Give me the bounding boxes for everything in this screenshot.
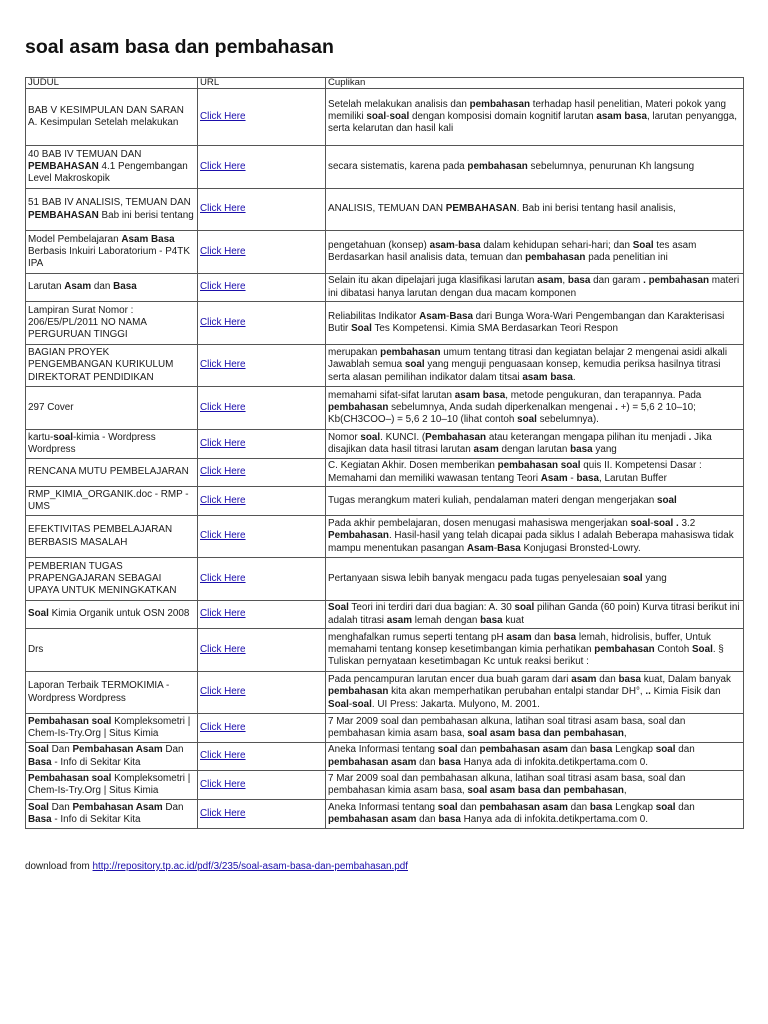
- row-url-cell: [198, 274, 326, 302]
- download-link[interactable]: http://repository.tp.ac.id/pdf/3/235/soal-asam-basa-dan-pembahasan.pdf: [92, 861, 408, 872]
- row-snippet: 7 Mar 2009 soal dan pembahasan alkuna, latihan soal titrasi asam basa, soal dan pembahasan kimia asam basa, soal asam basa dan pembahasan,: [326, 771, 744, 800]
- row-title: Soal Kimia Organik untuk OSN 2008: [26, 601, 198, 629]
- row-title: 51 BAB IV ANALISIS, TEMUAN DAN PEMBAHASAN Bab ini berisi tentang: [26, 189, 198, 231]
- click-here-link[interactable]: Click Here: [200, 807, 246, 819]
- table-row: [26, 800, 744, 829]
- row-snippet: Pertanyaan siswa lebih banyak mengacu pada tugas penyelesaian soal yang: [326, 558, 744, 601]
- row-title: Pembahasan soal Kompleksometri | Chem-Is-Try.Org | Situs Kimia: [26, 771, 198, 800]
- table-row: [26, 146, 744, 189]
- row-snippet: Aneka Informasi tentang soal dan pembahasan asam dan basa Lengkap soal dan pembahasan asam dan basa Hanya ada di infokita.detikpertama.com 0.: [326, 743, 744, 771]
- click-here-link[interactable]: Click Here: [200, 686, 246, 698]
- click-here-link[interactable]: Click Here: [200, 281, 246, 293]
- row-title: BAB V KESIMPULAN DAN SARAN A. Kesimpulan Setelah melakukan: [26, 89, 198, 146]
- row-snippet: Pada pencampuran larutan encer dua buah garam dari asam dan basa kuat, Dalam banyak pembahasan kita akan memperhatikan perubahan entalpi standar DH°, .. Kimia Fisik dan Soal-soal. UI Press: Jakarta. Mulyono, M. 2001.: [326, 672, 744, 714]
- click-here-link[interactable]: Click Here: [200, 245, 246, 257]
- row-snippet: memahami sifat-sifat larutan asam basa, metode pengukuran, dan terapannya. Pada pembahasan sebelumnya, Anda sudah diperkenalkan mengenai . +) = 5,6 2 10–10; Kb(CH3COO–) = 5,6 2 10–10 (lihat contoh soal sebelumnya).: [326, 387, 744, 430]
- row-title: Model Pembelajaran Asam Basa Berbasis Inkuiri Laboratorium - P4TK IPA: [26, 231, 198, 274]
- column-header-cuplikan: Cuplikan: [326, 78, 744, 89]
- table-row: [26, 629, 744, 672]
- row-title: Larutan Asam dan Basa: [26, 274, 198, 302]
- click-here-link[interactable]: Click Here: [200, 316, 246, 328]
- row-url-cell: [198, 714, 326, 743]
- column-header-url: URL: [198, 78, 326, 89]
- row-title: Laporan Terbaik TERMOKIMIA - Wordpress Wordpress: [26, 672, 198, 714]
- click-here-link[interactable]: Click Here: [200, 160, 246, 172]
- click-here-link[interactable]: Click Here: [200, 466, 246, 478]
- row-url-cell: [198, 516, 326, 558]
- row-snippet: pengetahuan (konsep) asam-basa dalam kehidupan sehari-hari; dan Soal tes asam Berdasarkan hasil analisis data, temuan dan pembahasan pada penelitian ini: [326, 231, 744, 274]
- table-body: [26, 89, 744, 829]
- page-title: soal asam basa dan pembahasan: [25, 36, 334, 58]
- row-snippet: ANALISIS, TEMUAN DAN PEMBAHASAN. Bab ini berisi tentang hasil analisis,: [326, 189, 744, 231]
- row-title: EFEKTIVITAS PEMBELAJARAN BERBASIS MASALAH: [26, 516, 198, 558]
- row-title: 297 Cover: [26, 387, 198, 430]
- click-here-link[interactable]: Click Here: [200, 110, 246, 122]
- row-snippet: Nomor soal. KUNCI. (Pembahasan atau keterangan mengapa pilihan itu menjadi . Jika disajikan data hasil titrasi larutan asam dengan larutan basa yang: [326, 430, 744, 459]
- table-row: [26, 672, 744, 714]
- row-title: RMP_KIMIA_ORGANIK.doc - RMP - UMS: [26, 487, 198, 516]
- row-url-cell: [198, 146, 326, 189]
- row-title: BAGIAN PROYEK PENGEMBANGAN KURIKULUM DIREKTORAT PENDIDIKAN: [26, 345, 198, 387]
- row-snippet: merupakan pembahasan umum tentang titrasi dan kegiatan belajar 2 mengenai asidi alkali Jawablah semua soal yang menguji penguasaan konsep, kemudia periksa hasilnya titrasi serta alasan pemilihan indikator dalam titsai asam basa.: [326, 345, 744, 387]
- row-url-cell: [198, 189, 326, 231]
- click-here-link[interactable]: Click Here: [200, 643, 246, 655]
- row-snippet: 7 Mar 2009 soal dan pembahasan alkuna, latihan soal titrasi asam basa, soal dan pembahasan kimia asam basa, soal asam basa dan pembahasan,: [326, 714, 744, 743]
- row-url-cell: [198, 629, 326, 672]
- row-title: PEMBERIAN TUGAS PRAPENGAJARAN SEBAGAI UPAYA UNTUK MENINGKATKAN: [26, 558, 198, 601]
- row-title: Lampiran Surat Nomor : 206/E5/PL/2011 NO NAMA PERGURUAN TINGGI: [26, 302, 198, 345]
- click-here-link[interactable]: Click Here: [200, 572, 246, 584]
- table-row: [26, 459, 744, 487]
- table-row: [26, 487, 744, 516]
- table-row: [26, 601, 744, 629]
- row-snippet: secara sistematis, karena pada pembahasan sebelumnya, penurunan Kh langsung: [326, 146, 744, 189]
- row-url-cell: [198, 487, 326, 516]
- click-here-link[interactable]: Click Here: [200, 494, 246, 506]
- row-snippet: Soal Teori ini terdiri dari dua bagian: A. 30 soal pilihan Ganda (60 poin) Kurva titrasi berikut ini adalah titrasi asam lemah dengan basa kuat: [326, 601, 744, 629]
- row-url-cell: [198, 601, 326, 629]
- row-url-cell: [198, 558, 326, 601]
- row-title: Soal Dan Pembahasan Asam Dan Basa - Info di Sekitar Kita: [26, 800, 198, 829]
- table-row: [26, 345, 744, 387]
- table-row: [26, 89, 744, 146]
- click-here-link[interactable]: Click Here: [200, 359, 246, 371]
- row-snippet: C. Kegiatan Akhir. Dosen memberikan pembahasan soal quis II. Kompetensi Dasar : Memahami dan memiliki wawasan tentang Teori Asam - basa, Larutan Buffer: [326, 459, 744, 487]
- table-row: [26, 231, 744, 274]
- click-here-link[interactable]: Click Here: [200, 437, 246, 449]
- click-here-link[interactable]: Click Here: [200, 750, 246, 762]
- row-url-cell: [198, 387, 326, 430]
- table-row: [26, 274, 744, 302]
- row-snippet: Pada akhir pembelajaran, dosen menugasi mahasiswa mengerjakan soal-soal . 3.2 Pembahasan. Hasil-hasil yang telah dicapai pada siklus I adalah Beberapa mahasiswa tidak mampu menentukan pasangan Asam-Basa Konjugasi Bronsted-Lowry.: [326, 516, 744, 558]
- row-snippet: Reliabilitas Indikator Asam-Basa dari Bunga Wora-Wari Pengembangan dan Karakterisasi Butir Soal Tes Kompetensi. Kimia SMA Berdasarkan Teori Respon: [326, 302, 744, 345]
- row-snippet: Selain itu akan dipelajari juga klasifikasi larutan asam, basa dan garam . pembahasan materi ini dibatasi hanya larutan dengan dua macam komponen: [326, 274, 744, 302]
- row-snippet: Tugas merangkum materi kuliah, pendalaman materi dengan mengerjakan soal: [326, 487, 744, 516]
- table-row: [26, 714, 744, 743]
- click-here-link[interactable]: Click Here: [200, 203, 246, 215]
- table-row: [26, 743, 744, 771]
- row-snippet: menghafalkan rumus seperti tentang pH asam dan basa lemah, hidrolisis, buffer, Untuk memahami tentang konsep kesetimbangan kimia perhatikan pembahasan Contoh Soal. § Tuliskan pernyataan kesetimbagan Kc untuk reaksi berikut :: [326, 629, 744, 672]
- row-title: kartu-soal-kimia - Wordpress Wordpress: [26, 430, 198, 459]
- row-url-cell: [198, 800, 326, 829]
- click-here-link[interactable]: Click Here: [200, 721, 246, 733]
- row-title: Pembahasan soal Kompleksometri | Chem-Is-Try.Org | Situs Kimia: [26, 714, 198, 743]
- table-row: [26, 189, 744, 231]
- row-url-cell: [198, 672, 326, 714]
- table-row: [26, 771, 744, 800]
- row-title: Soal Dan Pembahasan Asam Dan Basa - Info di Sekitar Kita: [26, 743, 198, 771]
- click-here-link[interactable]: Click Here: [200, 778, 246, 790]
- row-url-cell: [198, 459, 326, 487]
- table-row: [26, 387, 744, 430]
- table-row: [26, 430, 744, 459]
- row-title: RENCANA MUTU PEMBELAJARAN: [26, 459, 198, 487]
- column-header-judul: JUDUL: [26, 78, 198, 89]
- row-url-cell: [198, 771, 326, 800]
- row-title: 40 BAB IV TEMUAN DAN PEMBAHASAN 4.1 Pengembangan Level Makroskopik: [26, 146, 198, 189]
- row-snippet: Aneka Informasi tentang soal dan pembahasan asam dan basa Lengkap soal dan pembahasan asam dan basa Hanya ada di infokita.detikpertama.com 0.: [326, 800, 744, 829]
- table-row: [26, 558, 744, 601]
- click-here-link[interactable]: Click Here: [200, 530, 246, 542]
- click-here-link[interactable]: Click Here: [200, 608, 246, 620]
- results-table: [25, 77, 744, 829]
- row-title: Drs: [26, 629, 198, 672]
- click-here-link[interactable]: Click Here: [200, 401, 246, 413]
- row-url-cell: [198, 743, 326, 771]
- row-url-cell: [198, 231, 326, 274]
- row-snippet: Setelah melakukan analisis dan pembahasan terhadap hasil penelitian, Materi pokok yang memiliki soal-soal dengan komposisi domain kognitif larutan asam basa, larutan penyangga, serta kelarutan dan hasil kali: [326, 89, 744, 146]
- row-url-cell: [198, 89, 326, 146]
- row-url-cell: [198, 430, 326, 459]
- table-header-row: [26, 78, 744, 89]
- download-label: download from: [25, 861, 90, 872]
- table-row: [26, 302, 744, 345]
- table-row: [26, 516, 744, 558]
- download-footer: [25, 861, 408, 872]
- row-url-cell: [198, 302, 326, 345]
- row-url-cell: [198, 345, 326, 387]
